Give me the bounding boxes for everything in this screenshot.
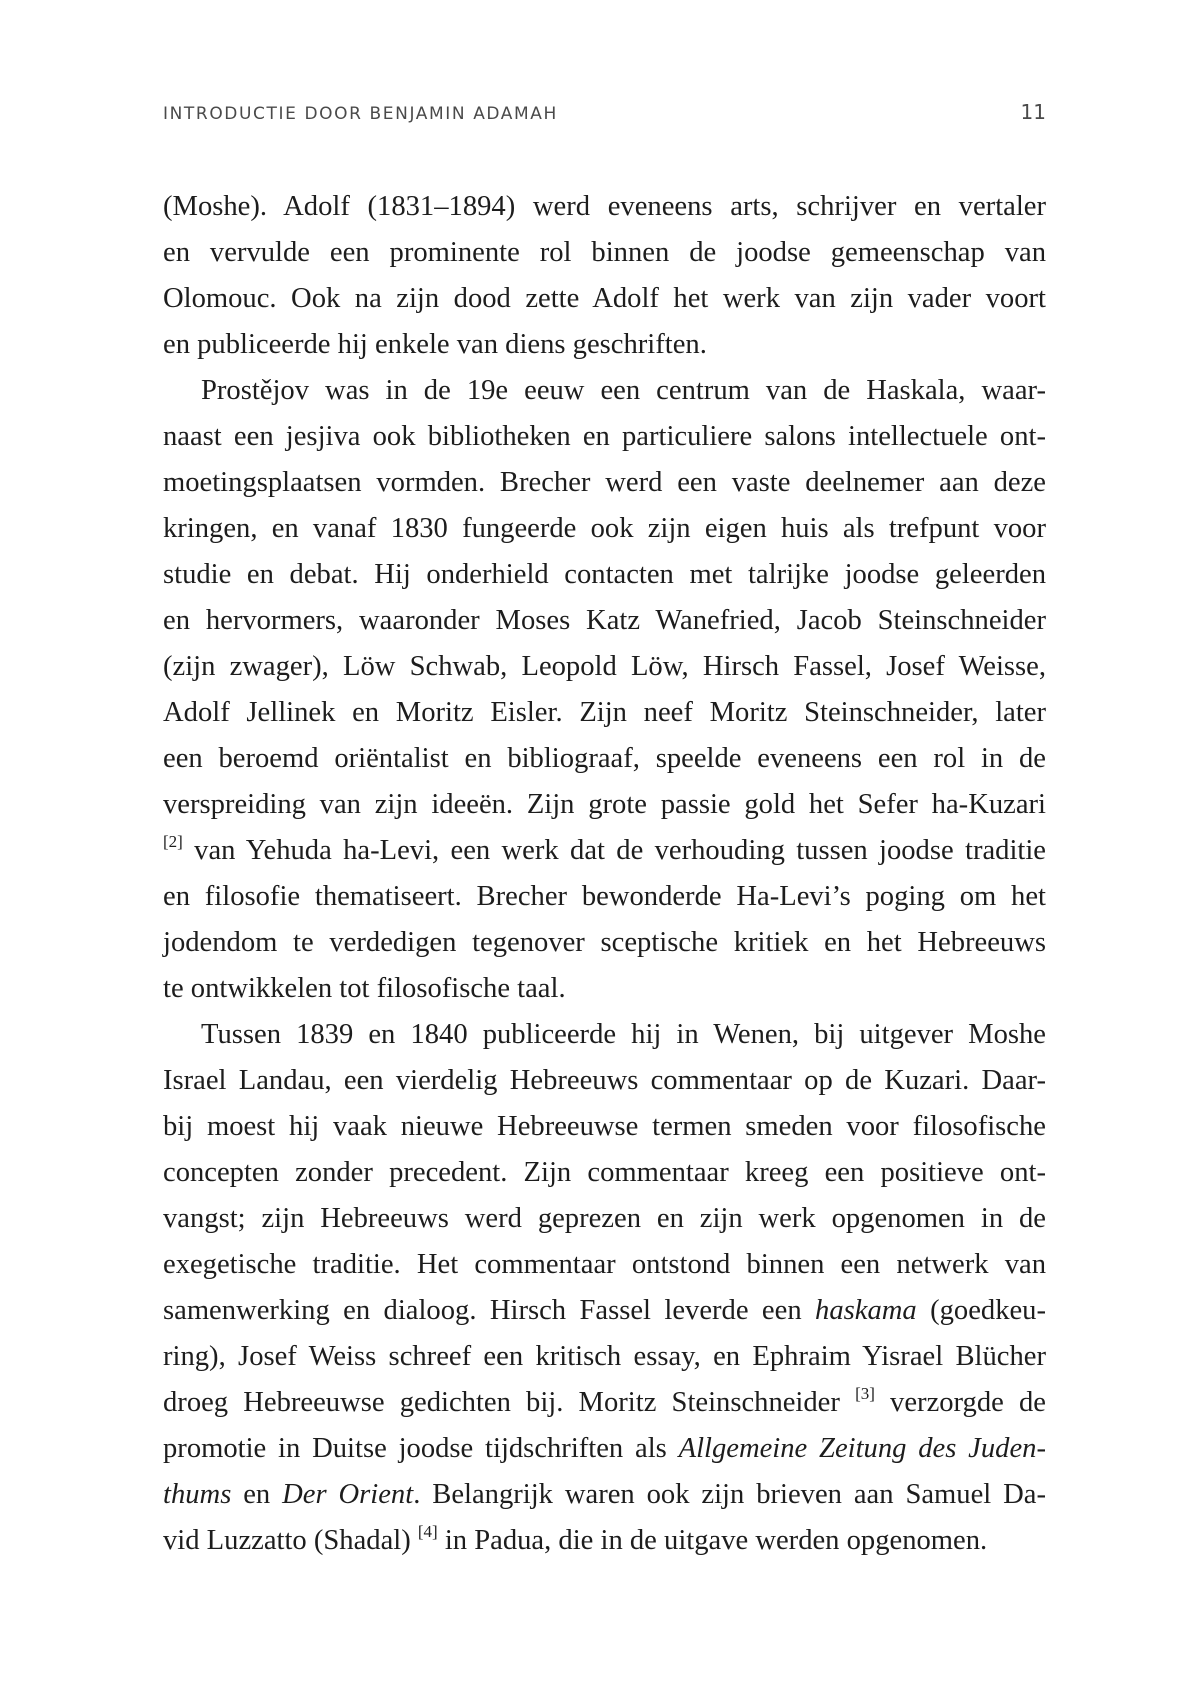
text-line [163,1104,1046,1150]
text-run: en vervulde een prominente rol binnen de joodse gemeenschap van [163,237,1046,268]
text-line [163,1242,1046,1288]
text-line [163,368,1046,414]
text-line [163,782,1046,828]
text-line [163,1426,1046,1472]
page-number: 11 [1020,100,1046,124]
text-line [163,460,1046,506]
text-line [163,1196,1046,1242]
text-run: een beroemd oriëntalist en bibliograaf, speelde eveneens een rol in de [163,743,1046,774]
text-line [163,1380,1046,1426]
text-run: exegetische traditie. Het commentaar ontstond binnen een netwerk van [163,1249,1046,1280]
text-line [163,690,1046,736]
text-line [163,1334,1046,1380]
body-text [163,184,1046,1564]
text-line [163,1150,1046,1196]
text-run: en filosofie thematiseert. Brecher bewonderde Ha-Levi’s poging om het [163,881,1046,912]
footnote-ref: [4] [417,1522,438,1541]
text-run: Adolf Jellinek en Moritz Eisler. Zijn neef Moritz Steinschneider, later [163,697,1046,728]
text-line [163,874,1046,920]
italic-text: Der Orient [282,1479,414,1510]
text-line [163,276,1046,322]
text-line [163,736,1046,782]
text-line [163,506,1046,552]
text-run: moetingsplaatsen vormden. Brecher werd een vaste deelnemer aan deze [163,467,1046,498]
text-run: Olomouc. Ook na zijn dood zette Adolf het werk van zijn vader voort [163,283,1046,314]
text-run: . Belangrijk waren ook zijn brieven aan Samuel Da- [413,1479,1046,1510]
text-line [163,1518,1046,1564]
text-run: droeg Hebreeuwse gedichten bij. Moritz Steinschneider [163,1387,856,1418]
text-run: en publiceerde hij enkele van diens geschriften. [163,329,707,360]
text-run: van Yehuda ha-Levi, een werk dat de verhouding tussen joodse traditie [182,835,1046,866]
paragraph [163,184,1046,368]
text-run: promotie in Duitse joodse tijdschriften als [163,1433,679,1464]
footnote-ref: [2] [163,832,183,851]
text-line [163,322,1046,368]
text-line [163,1058,1046,1104]
text-run: in Padua, die in de uitgave werden opgenomen. [437,1525,988,1556]
text-run: Prostějov was in de 19e eeuw een centrum van de Haskala, waar- [201,375,1046,406]
text-line [163,414,1046,460]
text-run: vangst; zijn Hebreeuws werd geprezen en zijn werk opgenomen in de [163,1203,1046,1234]
text-line [163,1012,1046,1058]
text-line [163,552,1046,598]
text-run: jodendom te verdedigen tegenover sceptische kritiek en het Hebreeuws [163,927,1046,958]
text-line [163,966,1046,1012]
text-line [163,1472,1046,1518]
text-run: Tussen 1839 en 1840 publiceerde hij in Wenen, bij uitgever Moshe [201,1019,1046,1050]
text-line [163,598,1046,644]
running-title: INTRODUCTIE DOOR BENJAMIN ADAMAH [163,104,558,124]
text-run: vid Luzzatto (Shadal) [163,1525,418,1556]
footnote-ref: [3] [855,1384,875,1403]
italic-text: haskama [815,1295,917,1326]
paragraph [163,1012,1046,1564]
text-run: (zijn zwager), Löw Schwab, Leopold Löw, Hirsch Fassel, Josef Weisse, [163,651,1046,682]
text-run: ring), Josef Weiss schreef een kritisch essay, en Ephraim Yisrael Blücher [163,1341,1046,1372]
text-line [163,644,1046,690]
text-run: naast een jesjiva ook bibliotheken en particuliere salons intellectuele ont- [163,421,1046,452]
text-run: en [231,1479,283,1510]
text-run: samenwerking en dialoog. Hirsch Fassel leverde een [163,1295,816,1326]
running-head [163,100,1046,130]
text-run: te ontwikkelen tot filosofische taal. [163,973,566,1004]
text-line [163,1288,1046,1334]
text-line [163,184,1046,230]
text-run: bij moest hij vaak nieuwe Hebreeuwse termen smeden voor filosofische [163,1111,1046,1142]
text-line [163,828,1046,874]
text-run: (Moshe). Adolf (1831–1894) werd eveneens arts, schrijver en vertaler [163,191,1046,222]
text-run: Israel Landau, een vierdelig Hebreeuws commentaar op de Kuzari. Daar- [163,1065,1046,1096]
italic-text: thums [163,1479,232,1510]
text-run: en hervormers, waaronder Moses Katz Wanefried, Jacob Steinschneider [163,605,1046,636]
text-run: verzorgde de [874,1387,1046,1418]
text-run: (goedkeu- [916,1295,1047,1326]
text-line [163,230,1046,276]
text-run: kringen, en vanaf 1830 fungeerde ook zijn eigen huis als trefpunt voor [163,513,1046,544]
text-run: studie en debat. Hij onderhield contacten met talrijke joodse geleerden [163,559,1046,590]
text-line [163,920,1046,966]
text-run: verspreiding van zijn ideeën. Zijn grote passie gold het Sefer ha-Kuzari [163,789,1046,820]
italic-text: Allgemeine Zeitung des Juden- [678,1433,1046,1464]
paragraph [163,368,1046,1012]
text-run: concepten zonder precedent. Zijn commentaar kreeg een positieve ont- [163,1157,1046,1188]
